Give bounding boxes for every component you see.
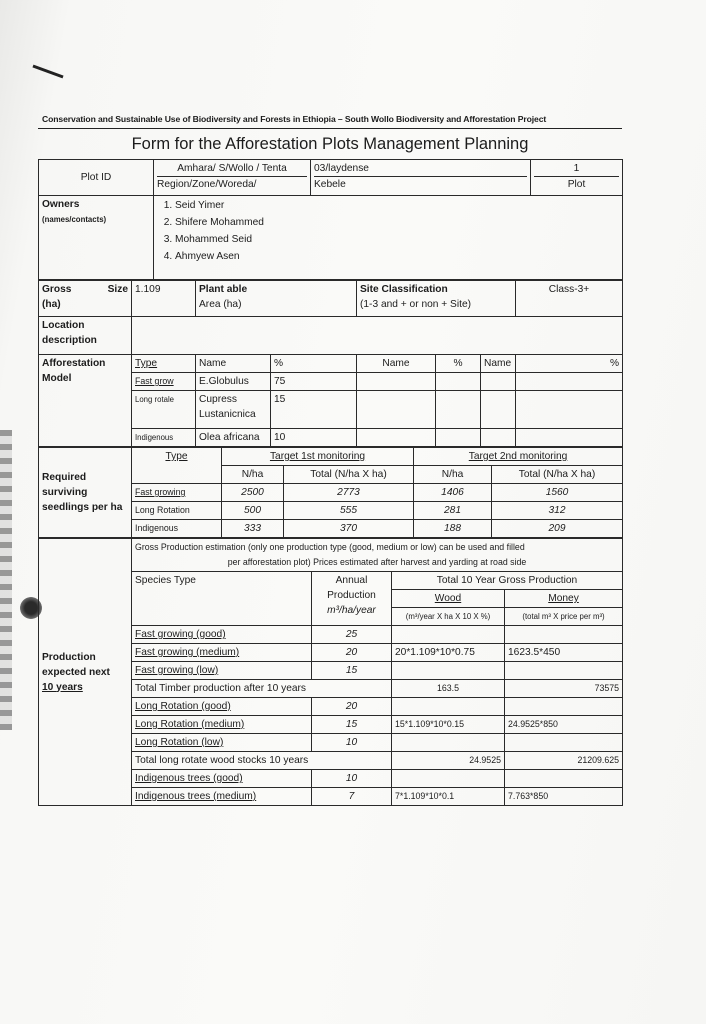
location-label: Location description [39,317,132,355]
prod-annual: 10 [312,734,392,752]
gross-size-value: 1.109 [132,281,196,317]
annual-header: Annual Production m³/ha/year [312,572,392,626]
prod-type: Indigenous trees (good) [132,770,312,788]
prod-type: Long Rotation (low) [132,734,312,752]
pen-mark [32,65,63,79]
owner-item: 2. Shifere Mohammed [175,214,619,231]
plot-table [38,159,623,280]
model-row-name: Olea africana [196,429,271,447]
prod-money [505,734,623,752]
target1-header: Target 1st monitoring [222,448,414,466]
model-label: Afforestation Model [39,355,132,447]
prod-type: Fast growing (low) [132,662,312,680]
model-pct-header-3: % [516,355,623,373]
location-value [132,317,623,355]
model-pct-header-2: % [436,355,481,373]
seedling-t2: 1560 [492,484,623,502]
total-10yr-header: Total 10 Year Gross Production [392,572,623,590]
prod-type: Indigenous trees (medium) [132,788,312,806]
production-note: Gross Production estimation (only one production type (good, medium or low) can be used and filled per afforestation plot) Prices estimated after harvest and yarding at road side [132,539,623,572]
prod-money: 1623.5*450 [505,644,623,662]
prod-wood: 15*1.109*10*0.15 [392,716,505,734]
production-table [38,538,623,806]
form-title: Form for the Afforestation Plots Management Planning [131,135,529,153]
prod-wood [392,734,505,752]
long-total-wood: 24.9525 [392,752,505,770]
prod-money [505,698,623,716]
binder-edge [0,430,12,730]
prod-money [505,770,623,788]
seedling-n1: 333 [222,520,284,538]
long-total-label: Total long rotate wood stocks 10 years [132,752,392,770]
prod-annual: 20 [312,644,392,662]
nha-header: N/ha [222,466,284,484]
prod-wood: 20*1.109*10*0.75 [392,644,505,662]
prod-wood [392,662,505,680]
model-row-type: Indigenous [132,429,196,447]
prod-money [505,626,623,644]
species-header: Species Type [132,572,312,626]
seedlings-label: Required surviving seedlings per ha [39,448,132,538]
prod-type: Long Rotation (good) [132,698,312,716]
seedling-type: Fast growing [132,484,222,502]
seedling-n1: 500 [222,502,284,520]
prod-money: 24.9525*850 [505,716,623,734]
region-cell: Amhara/ S/Wollo / Tenta Region/Zone/Woreda/ [154,160,311,196]
prod-wood: 7*1.109*10*0.1 [392,788,505,806]
site-table [38,280,623,447]
fast-total-money: 73575 [505,680,623,698]
seedling-t2: 312 [492,502,623,520]
production-label: Production expected next 10 years [39,539,132,806]
prod-annual: 25 [312,626,392,644]
seedling-t1: 370 [284,520,414,538]
plot-number-cell: 1 Plot [531,160,623,196]
model-pct-header: % [271,355,357,373]
model-row-pct: 75 [271,373,357,391]
prod-money [505,662,623,680]
site-class-value: Class-3+ [516,281,623,317]
prod-wood [392,626,505,644]
prod-annual: 15 [312,716,392,734]
model-row-pct: 15 [271,391,357,429]
prod-type: Fast growing (good) [132,626,312,644]
owner-item: 4. Ahmyew Asen [175,248,619,265]
owners-label: Owners (names/contacts) [39,196,154,280]
kebele-cell: 03/laydense Kebele [311,160,531,196]
prod-type: Long Rotation (medium) [132,716,312,734]
owner-item: 1. Seid Yimer [175,197,619,214]
fast-total-wood: 163.5 [392,680,505,698]
wood-formula: (m³/year X ha X 10 X %) [392,608,505,626]
gross-size-label: Gross Size (ha) [39,281,132,317]
owners-list [154,196,623,280]
fast-total-label: Total Timber production after 10 years [132,680,392,698]
prod-annual: 7 [312,788,392,806]
seedling-n2: 281 [414,502,492,520]
prod-wood [392,770,505,788]
seedlings-type-header: Type [132,448,222,484]
seedling-t1: 555 [284,502,414,520]
plot-id-label: Plot ID [39,160,154,196]
nha-header-2: N/ha [414,466,492,484]
model-row-name: Cupress Lustanicnica [196,391,271,429]
model-name-header-3: Name [481,355,516,373]
prod-money: 7.763*850 [505,788,623,806]
prod-wood [392,698,505,716]
prod-annual: 15 [312,662,392,680]
money-header: Money [505,590,623,608]
model-row-type: Fast grow [132,373,196,391]
money-formula: (total m³ X price per m³) [505,608,623,626]
site-class-label: Site Classification (1-3 and + or non + Site) [357,281,516,317]
prod-type: Fast growing (medium) [132,644,312,662]
planning-form [38,113,622,806]
target2-header: Target 2nd monitoring [414,448,623,466]
model-row-pct: 10 [271,429,357,447]
prod-annual: 10 [312,770,392,788]
model-name-header-2: Name [357,355,436,373]
seedling-t2: 209 [492,520,623,538]
model-row-name: E.Globulus [196,373,271,391]
model-row-type: Long rotale [132,391,196,429]
seedling-n1: 2500 [222,484,284,502]
total-header-2: Total (N/ha X ha) [492,466,623,484]
seedling-type: Indigenous [132,520,222,538]
seedling-t1: 2773 [284,484,414,502]
long-total-money: 21209.625 [505,752,623,770]
seedling-type: Long Rotation [132,502,222,520]
plantable-label: Plant able Area (ha) [196,281,357,317]
total-header: Total (N/ha X ha) [284,466,414,484]
project-banner: Conservation and Sustainable Use of Biodiversity and Forests in Ethiopia – South Wollo Biodiversity and Afforestation Project [38,113,622,129]
seedlings-table [38,447,623,538]
owner-item: 3. Mohammed Seid [175,231,619,248]
wood-header: Wood [392,590,505,608]
seedling-n2: 1406 [414,484,492,502]
prod-annual: 20 [312,698,392,716]
model-name-header: Name [196,355,271,373]
model-type-header: Type [132,355,196,373]
seedling-n2: 188 [414,520,492,538]
